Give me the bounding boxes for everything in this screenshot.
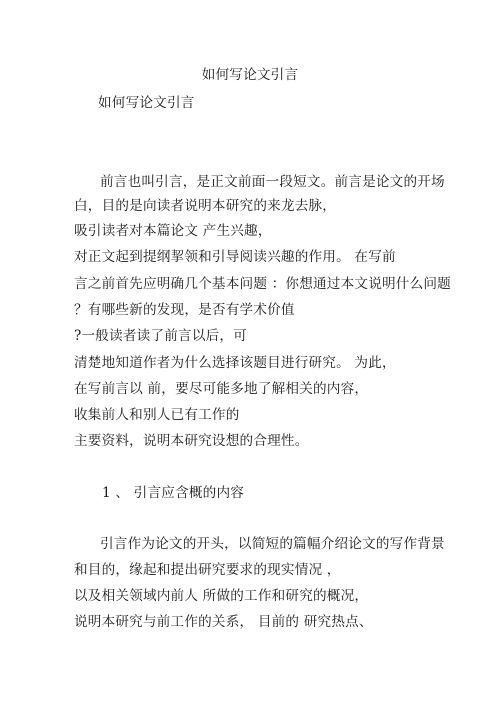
paragraph-line: ？有哪些新的发现，是否有学术价值 <box>74 302 295 318</box>
section-heading: 1 、 引言应含概的内容 <box>102 485 245 501</box>
paragraph-line: 以及相关领域内前人 所做的工作和研究的概况， <box>74 588 369 604</box>
document-subtitle: 如何写论文引言 <box>98 95 195 111</box>
paragraph-line: 清楚地知道作者为什么选择该题目进行研究。 为此， <box>74 355 396 371</box>
paragraph-line: 收集前人和别人已有工作的 <box>74 407 240 423</box>
paragraph-line: 和目的，缘起和提出研究要求的现实情况 ， <box>74 562 341 578</box>
paragraph-line: 主要资料，说明本研究设想的合理性。 <box>74 433 309 449</box>
paragraph-line: 前言也叫引言，是正文前面一段短文。前言是论文的开场 <box>100 174 445 190</box>
paragraph-line: 吸引读者对本篇论文 产生兴趣， <box>74 223 272 239</box>
document-title: 如何写论文引言 <box>201 67 299 83</box>
paragraph-line: 白，目的是向读者说明本研究的来龙去脉， <box>74 198 337 214</box>
paragraph-line: 在写前言以 前，要尽可能多地了解相关的内容， <box>74 381 369 397</box>
paragraph-line: 引言作为论文的开头，以简短的篇幅介绍论文的写作背景 <box>100 536 445 552</box>
paragraph-line: 说明本研究与前工作的关系， 目前的 研究热点、 <box>74 614 373 630</box>
paragraph-line: 言之前首先应明确几个基本问题 ：你想通过本文说明什么问题 <box>74 276 451 292</box>
paragraph-line: 对正文起到提纲挈领和引导阅读兴趣的作用。 在写前 <box>74 249 396 265</box>
paragraph-line: ?一般读者读了前言以后，可 <box>74 328 248 344</box>
